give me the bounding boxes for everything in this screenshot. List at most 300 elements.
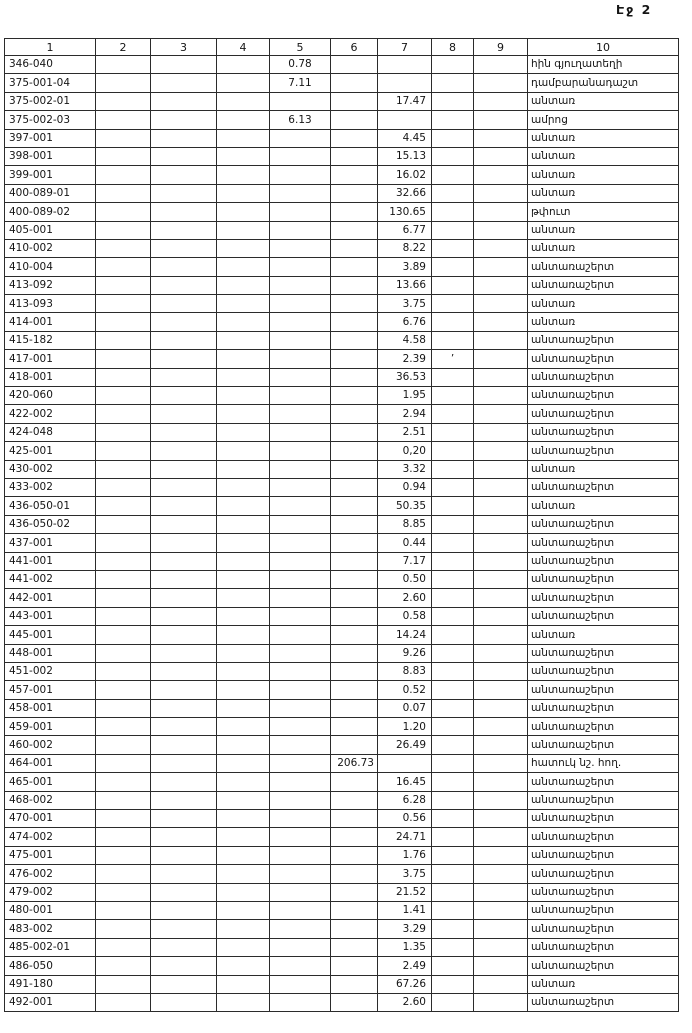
cell-col1: 436-050-01 bbox=[5, 497, 96, 515]
cell-col10: անտառ bbox=[528, 147, 679, 165]
cell-col9 bbox=[474, 699, 528, 717]
cell-col3 bbox=[151, 331, 217, 349]
table-row bbox=[5, 478, 679, 496]
cell-col3 bbox=[151, 313, 217, 331]
cell-col5 bbox=[270, 221, 331, 239]
cell-col5 bbox=[270, 184, 331, 202]
cell-col3 bbox=[151, 74, 217, 92]
cell-col6 bbox=[331, 828, 378, 846]
cell-col3 bbox=[151, 405, 217, 423]
cell-col10: անտառաշերտ bbox=[528, 552, 679, 570]
cell-col4 bbox=[217, 478, 270, 496]
cell-col8 bbox=[432, 497, 474, 515]
cell-col3 bbox=[151, 184, 217, 202]
cell-col3 bbox=[151, 460, 217, 478]
cell-col10: անտառաշերտ bbox=[528, 387, 679, 405]
cell-col5 bbox=[270, 147, 331, 165]
cell-col4 bbox=[217, 662, 270, 680]
cell-col2 bbox=[96, 368, 151, 386]
cell-col8 bbox=[432, 515, 474, 533]
cell-col8 bbox=[432, 92, 474, 110]
cell-col7: 0.56 bbox=[378, 810, 432, 828]
cell-col1: 464-001 bbox=[5, 754, 96, 772]
column-header-9: 9 bbox=[474, 39, 528, 56]
cell-col9 bbox=[474, 239, 528, 257]
cell-col8 bbox=[432, 626, 474, 644]
cell-col3 bbox=[151, 736, 217, 754]
cell-col3 bbox=[151, 791, 217, 809]
table-row bbox=[5, 993, 679, 1011]
cell-col10: անտառ bbox=[528, 92, 679, 110]
cell-col10: անտառ bbox=[528, 295, 679, 313]
table-row bbox=[5, 589, 679, 607]
table-row bbox=[5, 828, 679, 846]
cell-col5 bbox=[270, 938, 331, 956]
cell-col6 bbox=[331, 865, 378, 883]
cell-col5 bbox=[270, 258, 331, 276]
cell-col7: 26.49 bbox=[378, 736, 432, 754]
cell-col7: 3.89 bbox=[378, 258, 432, 276]
cell-col7: 15.13 bbox=[378, 147, 432, 165]
table-row bbox=[5, 699, 679, 717]
cell-col3 bbox=[151, 865, 217, 883]
cell-col3 bbox=[151, 534, 217, 552]
cell-col2 bbox=[96, 423, 151, 441]
cell-col8 bbox=[432, 570, 474, 588]
cell-col10: անտառաշերտ bbox=[528, 534, 679, 552]
cell-col2 bbox=[96, 570, 151, 588]
cell-col4 bbox=[217, 331, 270, 349]
cell-col3 bbox=[151, 515, 217, 533]
cell-col9 bbox=[474, 644, 528, 662]
cell-col6 bbox=[331, 92, 378, 110]
cell-col5 bbox=[270, 662, 331, 680]
cell-col7: 7.17 bbox=[378, 552, 432, 570]
cell-col10: անտառաշերտ bbox=[528, 718, 679, 736]
cell-col8 bbox=[432, 239, 474, 257]
cell-col2 bbox=[96, 56, 151, 74]
cell-col5 bbox=[270, 644, 331, 662]
cell-col1: 375-002-01 bbox=[5, 92, 96, 110]
cell-col1: 441-002 bbox=[5, 570, 96, 588]
cell-col1: 492-001 bbox=[5, 993, 96, 1011]
cell-col4 bbox=[217, 92, 270, 110]
column-header-7: 7 bbox=[378, 39, 432, 56]
cell-col1: 375-001-04 bbox=[5, 74, 96, 92]
cell-col1: 410-004 bbox=[5, 258, 96, 276]
cell-col4 bbox=[217, 203, 270, 221]
cell-col5 bbox=[270, 681, 331, 699]
cell-col7: 9.26 bbox=[378, 644, 432, 662]
cell-col8 bbox=[432, 589, 474, 607]
cell-col6 bbox=[331, 129, 378, 147]
cell-col4 bbox=[217, 957, 270, 975]
cell-col10: անտառաշերտ bbox=[528, 791, 679, 809]
cell-col4 bbox=[217, 295, 270, 313]
cell-col1: 413-092 bbox=[5, 276, 96, 294]
cell-col2 bbox=[96, 883, 151, 901]
cell-col5 bbox=[270, 166, 331, 184]
cell-col10: անտառաշերտ bbox=[528, 570, 679, 588]
cell-col4 bbox=[217, 810, 270, 828]
cell-col3 bbox=[151, 239, 217, 257]
cell-col6 bbox=[331, 331, 378, 349]
cell-col10: անտառաշերտ bbox=[528, 920, 679, 938]
cell-col2 bbox=[96, 147, 151, 165]
cell-col1: 346-040 bbox=[5, 56, 96, 74]
table-row bbox=[5, 405, 679, 423]
cell-col1: 480-001 bbox=[5, 901, 96, 919]
cell-col9 bbox=[474, 111, 528, 129]
cell-col8 bbox=[432, 662, 474, 680]
cell-col6 bbox=[331, 423, 378, 441]
cell-col5 bbox=[270, 718, 331, 736]
cell-col2 bbox=[96, 810, 151, 828]
cell-col8 bbox=[432, 313, 474, 331]
cell-col4 bbox=[217, 111, 270, 129]
cell-col8 bbox=[432, 938, 474, 956]
cell-col5 bbox=[270, 865, 331, 883]
cell-col3 bbox=[151, 607, 217, 625]
cell-col4 bbox=[217, 313, 270, 331]
cell-col4 bbox=[217, 405, 270, 423]
cell-col4 bbox=[217, 993, 270, 1011]
cell-col6 bbox=[331, 184, 378, 202]
table-row bbox=[5, 754, 679, 772]
cell-col7: 21.52 bbox=[378, 883, 432, 901]
cell-col6 bbox=[331, 203, 378, 221]
cell-col8 bbox=[432, 442, 474, 460]
cell-col6 bbox=[331, 147, 378, 165]
cell-col4 bbox=[217, 865, 270, 883]
cell-col9 bbox=[474, 276, 528, 294]
cell-col7: 1.41 bbox=[378, 901, 432, 919]
cell-col9 bbox=[474, 791, 528, 809]
cell-col1: 415-182 bbox=[5, 331, 96, 349]
cell-col9 bbox=[474, 736, 528, 754]
cell-col1: 468-002 bbox=[5, 791, 96, 809]
cell-col9 bbox=[474, 423, 528, 441]
table-row bbox=[5, 147, 679, 165]
column-header-4: 4 bbox=[217, 39, 270, 56]
cell-col4 bbox=[217, 515, 270, 533]
table-row bbox=[5, 56, 679, 74]
cell-col2 bbox=[96, 920, 151, 938]
cell-col9 bbox=[474, 203, 528, 221]
cell-col8 bbox=[432, 901, 474, 919]
cell-col3 bbox=[151, 901, 217, 919]
cell-col1: 422-002 bbox=[5, 405, 96, 423]
cell-col4 bbox=[217, 423, 270, 441]
cell-col8 bbox=[432, 810, 474, 828]
cell-col10: անտառաշերտ bbox=[528, 736, 679, 754]
cell-col8 bbox=[432, 607, 474, 625]
cell-col8 bbox=[432, 166, 474, 184]
cell-col10: անտառ bbox=[528, 129, 679, 147]
cell-col3 bbox=[151, 111, 217, 129]
cell-col6 bbox=[331, 478, 378, 496]
cell-col10: անտառաշերտ bbox=[528, 957, 679, 975]
cell-col7: 0.52 bbox=[378, 681, 432, 699]
cell-col7: 8.83 bbox=[378, 662, 432, 680]
cell-col6 bbox=[331, 405, 378, 423]
cell-col5 bbox=[270, 276, 331, 294]
cell-col3 bbox=[151, 699, 217, 717]
cell-col6 bbox=[331, 239, 378, 257]
table-row bbox=[5, 957, 679, 975]
cell-col1: 399-001 bbox=[5, 166, 96, 184]
table-row bbox=[5, 901, 679, 919]
cell-col8 bbox=[432, 718, 474, 736]
cell-col6 bbox=[331, 791, 378, 809]
table-row bbox=[5, 313, 679, 331]
cell-col9 bbox=[474, 607, 528, 625]
cell-col2 bbox=[96, 681, 151, 699]
cell-col8 bbox=[432, 644, 474, 662]
cell-col7: 0.44 bbox=[378, 534, 432, 552]
cell-col7: 3.29 bbox=[378, 920, 432, 938]
cell-col8 bbox=[432, 111, 474, 129]
cell-col2 bbox=[96, 92, 151, 110]
cell-col4 bbox=[217, 387, 270, 405]
cell-col9 bbox=[474, 460, 528, 478]
cell-col4 bbox=[217, 791, 270, 809]
cell-col7: 36.53 bbox=[378, 368, 432, 386]
cell-col4 bbox=[217, 736, 270, 754]
cell-col7: 1.20 bbox=[378, 718, 432, 736]
cell-col10: անտառաշերտ bbox=[528, 681, 679, 699]
cell-col9 bbox=[474, 258, 528, 276]
cell-col1: 491-180 bbox=[5, 975, 96, 993]
cell-col2 bbox=[96, 718, 151, 736]
cell-col10: անտառ bbox=[528, 497, 679, 515]
cell-col2 bbox=[96, 221, 151, 239]
cell-col6 bbox=[331, 644, 378, 662]
cell-col4 bbox=[217, 368, 270, 386]
cell-col6 bbox=[331, 718, 378, 736]
table-row bbox=[5, 791, 679, 809]
cell-col8 bbox=[432, 276, 474, 294]
cell-col7: 4.45 bbox=[378, 129, 432, 147]
cell-col1: 430-002 bbox=[5, 460, 96, 478]
cell-col3 bbox=[151, 993, 217, 1011]
cell-col4 bbox=[217, 442, 270, 460]
table-row bbox=[5, 239, 679, 257]
table-row bbox=[5, 975, 679, 993]
cell-col8 bbox=[432, 129, 474, 147]
cell-col6 bbox=[331, 736, 378, 754]
cell-col9 bbox=[474, 368, 528, 386]
cell-col7: 6.28 bbox=[378, 791, 432, 809]
cell-col6 bbox=[331, 534, 378, 552]
cell-col1: 400-089-02 bbox=[5, 203, 96, 221]
cell-col3 bbox=[151, 644, 217, 662]
cell-col10: անտառաշերտ bbox=[528, 442, 679, 460]
table-row bbox=[5, 74, 679, 92]
column-header-2: 2 bbox=[96, 39, 151, 56]
cell-col2 bbox=[96, 644, 151, 662]
cell-col10: դամբարանադաշտ bbox=[528, 74, 679, 92]
cell-col2 bbox=[96, 478, 151, 496]
cell-col1: 420-060 bbox=[5, 387, 96, 405]
cell-col8 bbox=[432, 534, 474, 552]
cell-col5 bbox=[270, 993, 331, 1011]
cell-col7: 2.49 bbox=[378, 957, 432, 975]
cell-col9 bbox=[474, 810, 528, 828]
cell-col10: անտառ bbox=[528, 626, 679, 644]
cell-col6 bbox=[331, 938, 378, 956]
cell-col2 bbox=[96, 791, 151, 809]
cell-col5 bbox=[270, 203, 331, 221]
cell-col10: անտառ bbox=[528, 313, 679, 331]
cell-col8 bbox=[432, 699, 474, 717]
cell-col9 bbox=[474, 773, 528, 791]
cell-col6 bbox=[331, 460, 378, 478]
cell-col6 bbox=[331, 975, 378, 993]
cell-col5 bbox=[270, 552, 331, 570]
cell-col5 bbox=[270, 442, 331, 460]
cell-col6 bbox=[331, 883, 378, 901]
cell-col3 bbox=[151, 166, 217, 184]
cell-col5 bbox=[270, 313, 331, 331]
column-header-10: 10 bbox=[528, 39, 679, 56]
table-row bbox=[5, 166, 679, 184]
cell-col9 bbox=[474, 589, 528, 607]
table-body bbox=[5, 56, 679, 1012]
cell-col6 bbox=[331, 607, 378, 625]
column-header-5: 5 bbox=[270, 39, 331, 56]
cell-col7: 3.32 bbox=[378, 460, 432, 478]
column-header-3: 3 bbox=[151, 39, 217, 56]
cell-col4 bbox=[217, 920, 270, 938]
cell-col3 bbox=[151, 589, 217, 607]
cell-col8 bbox=[432, 405, 474, 423]
cell-col4 bbox=[217, 975, 270, 993]
cell-col7: 67.26 bbox=[378, 975, 432, 993]
cell-col6 bbox=[331, 313, 378, 331]
cell-col6 bbox=[331, 368, 378, 386]
cell-col1: 437-001 bbox=[5, 534, 96, 552]
cell-col7: 4.58 bbox=[378, 331, 432, 349]
cell-col9 bbox=[474, 865, 528, 883]
table-row bbox=[5, 460, 679, 478]
cell-col6 bbox=[331, 662, 378, 680]
cell-col2 bbox=[96, 993, 151, 1011]
cell-col4 bbox=[217, 184, 270, 202]
cell-col3 bbox=[151, 810, 217, 828]
cell-col10: անտառ bbox=[528, 221, 679, 239]
cell-col1: 486-050 bbox=[5, 957, 96, 975]
cell-col6 bbox=[331, 56, 378, 74]
cell-col10: անտառաշերտ bbox=[528, 938, 679, 956]
cell-col9 bbox=[474, 147, 528, 165]
cell-col5 bbox=[270, 828, 331, 846]
cell-col8 bbox=[432, 387, 474, 405]
cell-col3 bbox=[151, 938, 217, 956]
cell-col1: 457-001 bbox=[5, 681, 96, 699]
cell-col1: 445-001 bbox=[5, 626, 96, 644]
cell-col8 bbox=[432, 295, 474, 313]
cell-col5 bbox=[270, 699, 331, 717]
cell-col3 bbox=[151, 276, 217, 294]
cell-col5 bbox=[270, 350, 331, 368]
cell-col8: ’ bbox=[432, 350, 474, 368]
cell-col3 bbox=[151, 147, 217, 165]
cell-col1: 485-002-01 bbox=[5, 938, 96, 956]
cell-col4 bbox=[217, 147, 270, 165]
cell-col8 bbox=[432, 147, 474, 165]
table-row bbox=[5, 718, 679, 736]
cell-col1: 405-001 bbox=[5, 221, 96, 239]
cell-col8 bbox=[432, 828, 474, 846]
cell-col8 bbox=[432, 368, 474, 386]
cell-col10: անտառաշերտ bbox=[528, 589, 679, 607]
cell-col3 bbox=[151, 920, 217, 938]
table-row bbox=[5, 276, 679, 294]
cell-col9 bbox=[474, 718, 528, 736]
cell-col2 bbox=[96, 460, 151, 478]
cell-col2 bbox=[96, 276, 151, 294]
cell-col7: 0.94 bbox=[378, 478, 432, 496]
cell-col4 bbox=[217, 497, 270, 515]
cell-col2 bbox=[96, 828, 151, 846]
cell-col3 bbox=[151, 626, 217, 644]
cell-col6 bbox=[331, 901, 378, 919]
table-row bbox=[5, 295, 679, 313]
cell-col6 bbox=[331, 699, 378, 717]
cell-col1: 397-001 bbox=[5, 129, 96, 147]
cell-col9 bbox=[474, 846, 528, 864]
cell-col4 bbox=[217, 883, 270, 901]
cell-col8 bbox=[432, 203, 474, 221]
cell-col7: 2.51 bbox=[378, 423, 432, 441]
cell-col7: 0.50 bbox=[378, 570, 432, 588]
cell-col2 bbox=[96, 203, 151, 221]
table-row bbox=[5, 258, 679, 276]
table-row bbox=[5, 662, 679, 680]
cell-col7: 3.75 bbox=[378, 295, 432, 313]
cell-col3 bbox=[151, 754, 217, 772]
cell-col2 bbox=[96, 754, 151, 772]
cell-col6 bbox=[331, 442, 378, 460]
cell-col5 bbox=[270, 773, 331, 791]
cell-col6 bbox=[331, 773, 378, 791]
cell-col3 bbox=[151, 350, 217, 368]
cell-col10: անտառաշերտ bbox=[528, 810, 679, 828]
cell-col5 bbox=[270, 423, 331, 441]
cell-col9 bbox=[474, 387, 528, 405]
cell-col6 bbox=[331, 497, 378, 515]
cell-col5 bbox=[270, 497, 331, 515]
cadastre-table bbox=[4, 38, 679, 1012]
cell-col4 bbox=[217, 773, 270, 791]
cell-col3 bbox=[151, 957, 217, 975]
cell-col1: 375-002-03 bbox=[5, 111, 96, 129]
cell-col9 bbox=[474, 754, 528, 772]
cell-col1: 413-093 bbox=[5, 295, 96, 313]
cell-col3 bbox=[151, 662, 217, 680]
table-header-row bbox=[5, 39, 679, 56]
cell-col9 bbox=[474, 515, 528, 533]
table-row bbox=[5, 773, 679, 791]
column-header-1: 1 bbox=[5, 39, 96, 56]
cell-col2 bbox=[96, 405, 151, 423]
cell-col6 bbox=[331, 846, 378, 864]
cell-col10: անտառաշերտ bbox=[528, 662, 679, 680]
cell-col10: անտառաշերտ bbox=[528, 773, 679, 791]
cell-col5 bbox=[270, 883, 331, 901]
cell-col10: անտառաշերտ bbox=[528, 423, 679, 441]
